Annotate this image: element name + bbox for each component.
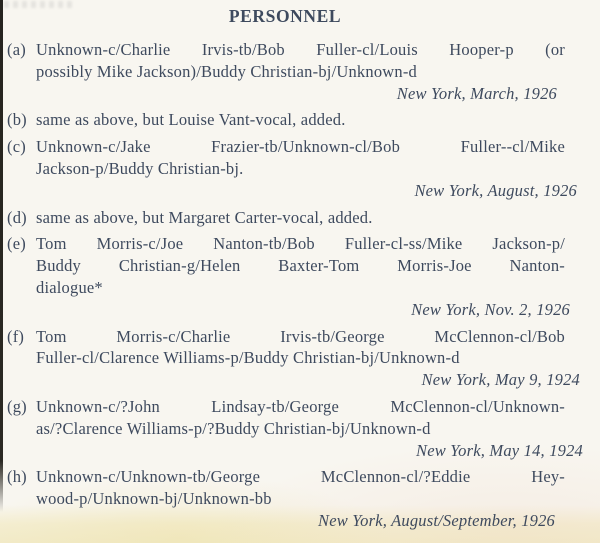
entry-label: (h): [7, 467, 27, 487]
entry-label: (g): [7, 396, 27, 416]
entry-lines: [36, 207, 565, 229]
session-date: New York, August, 1926: [414, 180, 577, 200]
entry-lines: [36, 233, 565, 298]
session-date: New York, March, 1926: [396, 83, 557, 103]
entry-label: (d): [7, 207, 27, 227]
entry-lines: [36, 109, 565, 131]
personnel-entry: [0, 326, 600, 391]
entry-line: as/?Clarence Williams-p/?Buddy Christian-bj/Unknown-d: [36, 418, 431, 438]
entry-line: dialogue*: [36, 277, 103, 297]
entry-line: possibly Mike Jackson)/Buddy Christian-bj/Unknown-d: [36, 61, 417, 81]
personnel-entry: [0, 396, 600, 461]
entry-line: wood-p/Unknown-bj/Unknown-bb: [36, 489, 272, 509]
entry-lines: [36, 466, 565, 510]
entry-lines: [36, 39, 565, 83]
entry-line: Unknown-c/Unknown-tb/George McClennon-cl/?Eddie Hey-: [36, 467, 565, 487]
entry-line: same as above, but Margaret Carter-vocal, added.: [36, 207, 373, 227]
entry-line: Unknown-c/Jake Frazier-tb/Unknown-cl/Bob Fuller--cl/Mike: [36, 137, 565, 157]
entry-lines: [36, 326, 565, 370]
entry-line: Unknown-c/?John Lindsay-tb/George McClennon-cl/Unknown-: [36, 396, 565, 416]
personnel-entry: [0, 466, 600, 531]
session-date: New York, August/September, 1926: [318, 510, 555, 530]
session-date: New York, May 14, 1924: [416, 440, 583, 460]
entry-line: same as above, but Louise Vant-vocal, added.: [36, 110, 346, 130]
entry-line: Fuller-cl/Clarence Williams-p/Buddy Christian-bj/Unknown-d: [36, 348, 460, 368]
entry-label: (b): [7, 110, 27, 130]
entry-line: Jackson-p/Buddy Christian-bj.: [36, 158, 244, 178]
entry-label: (a): [7, 40, 26, 59]
entry-line: Tom Morris-c/Joe Nanton-tb/Bob Fuller-cl-ss/Mike Jackson-p/: [36, 234, 565, 254]
session-date: New York, Nov. 2, 1926: [411, 299, 570, 319]
entry-label: (e): [7, 234, 26, 254]
entry-lines: [36, 396, 565, 440]
entry-lines: [36, 136, 565, 180]
entry-line: Buddy Christian-g/Helen Baxter-Tom Morris-Joe Nanton-: [36, 256, 565, 276]
personnel-entry: [0, 136, 600, 201]
personnel-entry: [0, 207, 600, 229]
session-date: New York, May 9, 1924: [421, 370, 580, 390]
personnel-entry: [0, 233, 600, 320]
entry-line: Unknown-c/Charlie Irvis-tb/Bob Fuller-cl/Louis Hooper-p (or: [36, 40, 565, 59]
page-title: PERSONNEL: [228, 6, 342, 26]
personnel-entries: [0, 39, 600, 532]
entry-label: (f): [7, 326, 25, 346]
personnel-entry: [0, 109, 600, 131]
entry-label: (c): [7, 137, 26, 157]
entry-line: Tom Morris-c/Charlie Irvis-tb/George McClennon-cl/Bob: [36, 326, 565, 346]
personnel-entry: [0, 39, 600, 104]
